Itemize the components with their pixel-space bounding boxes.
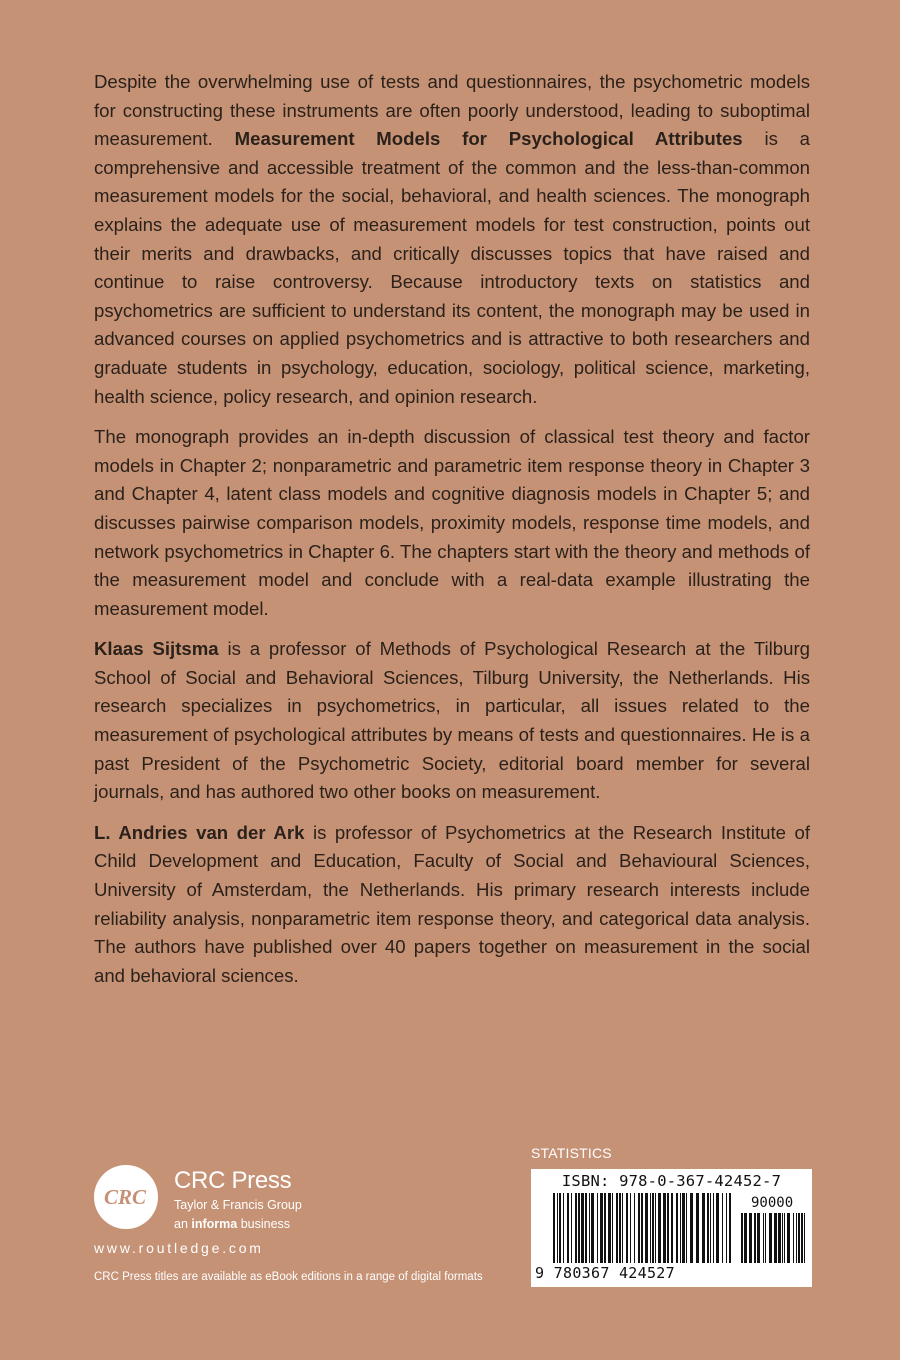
barcode-bar [655,1193,656,1263]
author1-bio: is a professor of Methods of Psychological Research at the Tilburg School of Social and Behavioral Sciences, Tilburg University, the Netherlands. His research specializes in psychometrics, in particular, all issues related to the measurement of psychological attributes by means of tests and questionnaires. He is a past President of the Psychometric Society, editorial board member for several journals, and has authored two other books on measurement. [94,638,810,803]
barcode-bar [559,1193,561,1263]
barcode-bar [575,1193,577,1263]
barcode-bar [754,1213,756,1263]
barcode-bar [622,1193,623,1263]
barcode-bar [591,1193,594,1263]
price-addon: 90000 [751,1195,794,1211]
barcode-bar [690,1193,693,1263]
barcode-bar [597,1193,598,1263]
publisher-block [94,1165,494,1295]
author1-name: Klaas Sijtsma [94,638,219,660]
business-suffix: business [237,1217,291,1231]
barcode-bar [722,1193,723,1263]
crc-logo-text: CRC [103,1185,147,1209]
barcode-bar [744,1213,747,1263]
description-rest: is a comprehensive and accessible treatment of the common and the less-than-common measurement models for the social, behavioral, and health sciences. The monograph explains the adequate use of measurement models for test construction, points out their merits and drawbacks, and critically discusses topics that have raised and continue to raise controversy. Because introductory texts on statistics and psychometrics are sufficient to understand its content, the monograph may be used in advanced courses on applied psychometrics and is attractive to both researchers and graduate students in psychology, education, sociology, political science, marketing, health science, policy research, and opinion research. [94,128,810,407]
barcode-bar [585,1193,587,1263]
business-prefix: an [174,1217,192,1231]
barcode-bar [567,1193,569,1263]
barcode-bar [782,1213,783,1263]
barcode-bar [676,1193,678,1263]
barcode-bar [793,1213,794,1263]
barcode-bar [749,1213,752,1263]
barcode-bar [619,1193,621,1263]
publisher-name: CRC Press [174,1167,292,1194]
barcode-bar [604,1193,606,1263]
barcode-bar [696,1193,699,1263]
back-cover-blurb [94,68,810,1002]
barcode-bar [778,1213,781,1263]
barcode-bar [741,1213,743,1263]
barcode-bar [769,1213,772,1263]
barcode-bar [804,1213,805,1263]
barcode-bar [763,1213,764,1263]
barcode-bar [796,1213,797,1263]
subject-category: STATISTICS [531,1145,612,1161]
barcode-bar [658,1193,661,1263]
barcode-bar [726,1193,727,1263]
author2-bio: is professor of Psychometrics at the Research Institute of Child Development and Education, Faculty of Social and Behavioural Sciences, University of Amsterdam, the Netherlands. His primary research interests include reliability analysis, nonparametric item response theory, and categorical data analysis. The authors have published over 40 papers together on measurement in the social and behavioral sciences. [94,821,810,986]
barcode-bar [798,1213,800,1263]
ean-number: 9 780367 424527 [535,1264,675,1282]
barcode-bar [650,1193,651,1263]
barcode-bar [757,1213,760,1263]
publisher-business-line [174,1217,290,1231]
publisher-website: www.routledge.com [94,1240,264,1256]
barcode-bar [589,1193,590,1263]
barcode-bar [787,1213,790,1263]
barcode-bar [710,1193,711,1263]
ebook-note: CRC Press titles are available as eBook editions in a range of digital formats [94,1271,483,1283]
isbn-barcode [531,1169,812,1287]
author2-bio-paragraph [94,819,810,991]
barcode-bar [563,1193,564,1263]
barcode-bar [571,1193,572,1263]
barcode-bar [713,1193,714,1263]
barcode-bar [702,1193,705,1263]
barcode-bar [616,1193,618,1263]
contents-paragraph: The monograph provides an in-depth discussion of classical test theory and factor models in Chapter 2; nonparametric and parametric item response theory in Chapter 3 and Chapter 4, latent class models and cognitive diagnosis models in Chapter 5; and discusses pairwise comparison models, proximity models, response time models, and network psychometrics in Chapter 6. The chapters start with the theory and methods of the measurement model and conclude with a real-data example illustrating the measurement model. [94,426,810,619]
barcode-bar [638,1193,640,1263]
barcode-bar [608,1193,611,1263]
publisher-group: Taylor & Francis Group [174,1198,302,1212]
barcode-bar [581,1193,584,1263]
barcode-bar [765,1213,766,1263]
barcode-bar [774,1213,777,1263]
barcode-bar [801,1213,803,1263]
description-paragraph [94,68,810,411]
barcode-bar [612,1193,613,1263]
barcode-bar [553,1193,555,1263]
barcode-bar [671,1193,673,1263]
author1-bio-paragraph [94,635,810,807]
barcode-bar [784,1213,785,1263]
barcode-bar [682,1193,685,1263]
isbn-text: ISBN: 978-0-367-42452-7 [561,1172,782,1190]
barcode-bar [707,1193,709,1263]
barcode-bar [716,1193,719,1263]
barcode-bar [663,1193,666,1263]
barcode-bar [600,1193,603,1263]
business-brand: informa [191,1217,238,1231]
barcode-bar [667,1193,669,1263]
barcode-bar [626,1193,628,1263]
barcode-bar [557,1193,558,1263]
barcode-bar [645,1193,648,1263]
book-title: Measurement Models for Psychological Attributes [234,128,743,150]
barcode-bar [680,1193,681,1263]
crc-logo-icon [94,1165,158,1229]
author2-name: L. Andries van der Ark [94,821,305,843]
barcode-bar [578,1193,580,1263]
barcode-bar [634,1193,635,1263]
barcode-bar [630,1193,631,1263]
barcode-bar [729,1193,731,1263]
barcode-bar [686,1193,687,1263]
barcode-bar [652,1193,654,1263]
description-lead: Despite the overwhelming use of tests and questionnaires, the psychometric models for constructing these instruments are often poorly understood, leading to suboptimal measurement. [94,71,810,150]
barcode-bar [641,1193,643,1263]
